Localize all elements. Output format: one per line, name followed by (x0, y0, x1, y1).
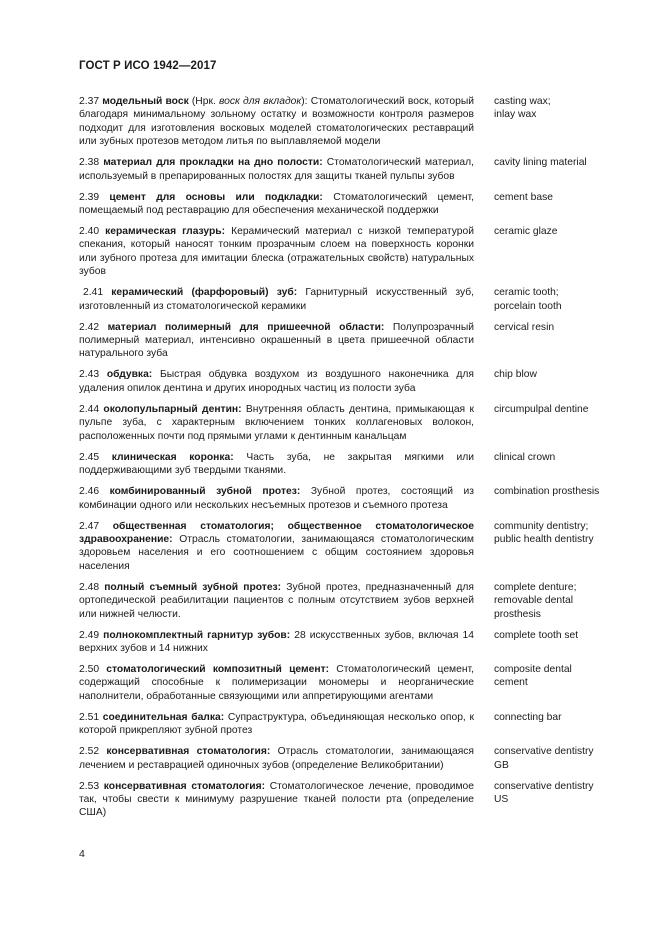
term-definition-text: Стоматологический материал, используемый в препарированных полостях для защиты тканей пульпы зубов (79, 157, 474, 182)
term-definition-text: Внутренняя область дентина, примыкающая к пульпе зуба, с характерным включением тонких коллагеновых волокон, расположенных почти под прямыми углами к дентинным канальцам (79, 403, 474, 442)
english-equivalent: community dentistry; public health dentistry (494, 520, 594, 545)
term-entry (79, 403, 619, 443)
term-definition-text: Отрасль стоматологии, занимающаяся стоматологическим здоровьем населения и его соотношением с общим состоянием здоровья населения (79, 533, 474, 572)
term-number: 2.51 (79, 711, 100, 723)
term-definition (79, 156, 474, 183)
term-number: 2.44 (79, 403, 100, 415)
term-definition (79, 663, 474, 703)
term-definition-text: Полупрозрачный полимерный материал, интенсивно окрашенный в цвета пришеечной области натурального зуба (79, 321, 474, 360)
term-entry (79, 663, 619, 703)
english-equivalent: cement base (494, 191, 553, 203)
english-equivalent: ceramic tooth; porcelain tooth (494, 287, 562, 312)
term-definition (79, 286, 474, 313)
english-equivalent: casting wax; inlay wax (494, 96, 551, 121)
english-equivalent: combination prosthesis (494, 486, 600, 498)
term-number: 2.53 (79, 780, 100, 792)
term-definition (79, 520, 474, 574)
term-definition (79, 780, 474, 820)
english-equivalent: composite dental cement (494, 663, 572, 689)
term-number: 2.49 (79, 629, 100, 641)
english-equivalent: cavity lining material (494, 157, 587, 169)
term-entry (79, 321, 619, 361)
document-header: ГОСТ Р ИСО 1942—2017 (79, 60, 217, 72)
term-number: 2.43 (79, 369, 100, 381)
term-definition-text: Гарнитурный искусственный зуб, изготовленный из стоматологической керамики (79, 287, 474, 312)
english-equivalent: connecting bar (494, 711, 562, 723)
term-number: 2.41 (83, 287, 104, 299)
term-definition-text: Часть зуба, не закрытая мягкими или поддерживающими зуб твердыми тканями. (79, 451, 474, 477)
term-name: комбинированный зубной протез: (109, 486, 301, 498)
term-number: 2.40 (79, 226, 100, 238)
term-number: 2.52 (79, 746, 100, 758)
term-definition (79, 629, 474, 656)
term-definition (79, 581, 474, 621)
term-definition (79, 745, 474, 772)
english-equivalent: cervical resin (494, 321, 555, 333)
term-number: 2.47 (79, 520, 100, 532)
term-entry (79, 745, 619, 772)
term-definition-text: Стоматологический цемент, помещаемый под реставрацию для обеспечения механической поддержки (79, 191, 474, 217)
term-name: консервативная стоматология: (106, 746, 271, 758)
term-definition-text: 28 искусственных зубов, включая 14 верхних зубов и 14 нижних (79, 629, 474, 654)
term-definition-text: ): Стоматологический воск, который благодаря минимальному зольному остатку и возможности контроля размеров подходит для изготовления восковых моделей стоматологических реставраций или зубных протезов методом литья по выплавляемой модели (79, 96, 474, 148)
term-number: 2.38 (79, 157, 100, 169)
term-number: 2.48 (79, 581, 100, 593)
term-number: 2.42 (79, 321, 100, 333)
page-number: 4 (79, 848, 85, 860)
term-definition-text: Стоматологическое лечение, проводимое так, чтобы свести к минимуму разрушение тканей полости рта (определение США) (79, 780, 474, 819)
term-entry (79, 286, 619, 313)
term-definition (79, 451, 474, 478)
term-entry (79, 485, 619, 512)
term-name: полный съемный зубной протез: (104, 581, 282, 593)
term-name: керамическая глазурь: (105, 226, 226, 238)
english-equivalent: complete denture; removable dental prosthesis (494, 581, 577, 620)
term-number: 2.46 (79, 486, 100, 498)
term-name: керамический (фарфоровый) зуб: (111, 287, 298, 299)
term-name: цемент для основы или подкладки: (109, 191, 323, 203)
term-name: полнокомплектный гарнитур зубов: (103, 629, 291, 641)
term-definition (79, 711, 474, 738)
term-entry (79, 95, 619, 149)
term-list (79, 95, 619, 827)
term-entry (79, 156, 619, 183)
term-definition (79, 225, 474, 279)
english-equivalent: complete tooth set (494, 629, 579, 641)
term-name: клиническая коронка: (111, 451, 234, 463)
term-definition (79, 95, 474, 149)
term-definition-text: Зубной протез, предназначенный для ортопедической реабилитации пациентов с полным отсутствием зубов верхней или нижней челюсти. (79, 581, 474, 620)
term-entry (79, 711, 619, 738)
english-equivalent: chip blow (494, 369, 537, 381)
term-name: обдувка: (106, 369, 153, 381)
term-definition-text: Стоматологический цемент, содержащий способные к полимеризации мономеры и неорганические наполнители, обработанные связующими или аппретирующими агентами (79, 663, 474, 702)
term-definition-text: Зубной протез, состоящий из комбинации одного или нескольких несъемных протезов и съемного протеза (79, 486, 474, 511)
term-number: 2.50 (79, 663, 100, 675)
term-entry (79, 520, 619, 574)
term-name: околопульпарный дентин: (103, 403, 242, 415)
term-definition (79, 485, 474, 512)
term-number: 2.39 (79, 191, 100, 203)
term-name: соединительная балка: (102, 711, 225, 723)
term-name: общественная стоматология; общественное стоматологическое здравоохранение: (79, 520, 474, 545)
term-name: стоматологический композитный цемент: (106, 663, 330, 675)
term-definition-text: Отрасль стоматологии, занимающаяся лечением и реставрацией одиночных зубов (определение Великобритании) (79, 746, 474, 771)
term-definition-text: Супраструктура, объединяющая несколько опор, к которой прикрепляют зубной протез (79, 711, 474, 737)
english-equivalent: conservative dentistry GB (494, 746, 594, 771)
term-name: материал для прокладки на дно полости: (103, 157, 323, 169)
term-definition-text: Быстрая обдувка воздухом из воздушного наконечника для удаления опилок дентина и других инородных частиц из полости зуба (79, 369, 474, 394)
term-name: материал полимерный для пришеечной области: (107, 321, 385, 333)
english-equivalent: ceramic glaze (494, 226, 558, 238)
term-entry (79, 780, 619, 820)
term-definition (79, 368, 474, 395)
term-definition (79, 191, 474, 218)
term-note-prefix: (Нрк. (188, 96, 219, 107)
term-definition (79, 403, 474, 443)
term-definition (79, 321, 474, 361)
term-entry (79, 225, 619, 279)
english-equivalent: clinical crown (494, 451, 556, 463)
english-equivalent: circumpulpal dentine (494, 403, 589, 415)
term-entry (79, 581, 619, 621)
term-number: 2.37 (79, 96, 100, 107)
term-definition-text: Керамический материал с низкой температурой спекания, который наносят тонким прозрачным слоем на поверхность коронки или зубного протеза для имитации блеска (отражательных свойств) натуральных зубов (79, 226, 474, 278)
english-equivalent: conservative dentistry US (494, 780, 594, 805)
term-entry (79, 451, 619, 478)
term-name: модельный воск (102, 96, 189, 107)
term-number: 2.45 (79, 451, 100, 463)
term-entry (79, 629, 619, 656)
term-entry (79, 368, 619, 395)
term-entry (79, 191, 619, 218)
term-note: воск для вкладок (219, 96, 302, 107)
term-name: консервативная стоматология: (103, 780, 266, 792)
